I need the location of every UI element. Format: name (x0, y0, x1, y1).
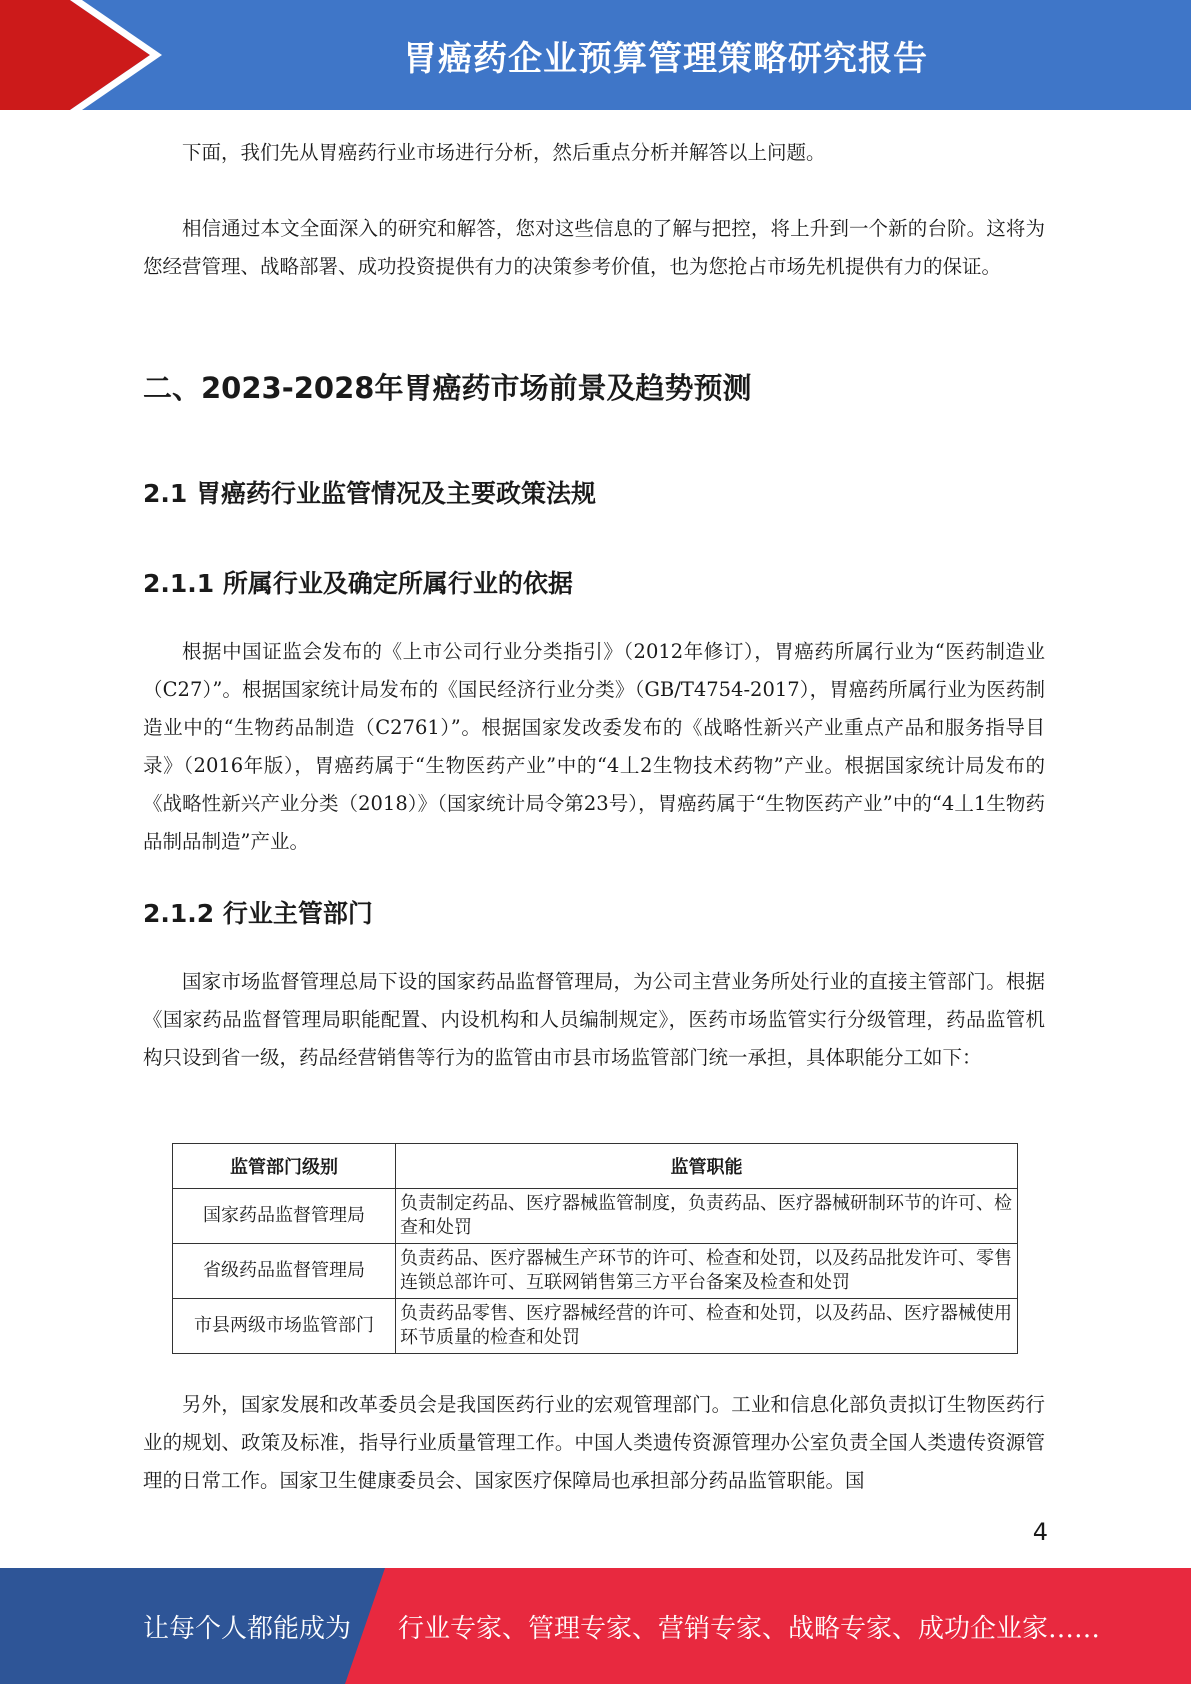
footer-slogan-right: 行业专家、管理专家、营销专家、战略专家、成功企业家…… (398, 1613, 1101, 1644)
table-cell-duty: 负责制定药品、医疗器械监管制度，负责药品、医疗器械研制环节的许可、检查和处罚 (396, 1189, 1018, 1244)
table-header-duty: 监管职能 (396, 1144, 1018, 1189)
table-header-level: 监管部门级别 (173, 1144, 396, 1189)
table-row (173, 1189, 1018, 1244)
header-title: 胃癌药企业预算管理策略研究报告 (403, 38, 928, 79)
after-table-paragraph: 另外，国家发展和改革委员会是我国医药行业的宏观管理部门。工业和信息化部负责拟订生物医药行业的规划、政策及标准，指导行业质量管理工作。中国人类遗传资源管理办公室负责全国人类遗传资源管理的日常工作。国家卫生健康委员会、国家医疗保障局也承担部分药品监管职能。国 (143, 1393, 1045, 1492)
table-cell-duty: 负责药品零售、医疗器械经营的许可、检查和处罚，以及药品、医疗器械使用环节质量的检查和处罚 (396, 1299, 1018, 1354)
page-number: 4 (1032, 1518, 1048, 1546)
table-row (173, 1244, 1018, 1299)
section-2-1-2-paragraph: 国家市场监督管理总局下设的国家药品监督管理局，为公司主营业务所处行业的直接主管部门。根据《国家药品监督管理局职能配置、内设机构和人员编制规定》，医药市场监管实行分级管理，药品监管机构只设到省一级，药品经营销售等行为的监管由市县市场监管部门统一承担，具体职能分工如下： (143, 970, 1045, 1069)
table-header-row (173, 1144, 1018, 1189)
page-footer (0, 1568, 1191, 1684)
table-cell-level: 省级药品监督管理局 (173, 1244, 396, 1299)
table-cell-level: 国家药品监督管理局 (173, 1189, 396, 1244)
table-cell-level: 市县两级市场监管部门 (173, 1299, 396, 1354)
section-2-1-1-title: 2.1.1 所属行业及确定所属行业的依据 (143, 569, 573, 598)
table-cell-duty: 负责药品、医疗器械生产环节的许可、检查和处罚，以及药品批发许可、零售连锁总部许可、互联网销售第三方平台备案及检查和处罚 (396, 1244, 1018, 1299)
section-2-1-2-title: 2.1.2 行业主管部门 (143, 899, 373, 928)
intro-paragraph-2: 相信通过本文全面深入的研究和解答，您对这些信息的了解与把控，将上升到一个新的台阶。这将为您经营管理、战略部署、成功投资提供有力的决策参考价值，也为您抢占市场先机提供有力的保证。 (143, 217, 1045, 278)
regulatory-table (172, 1143, 1018, 1354)
page-header (0, 0, 1191, 110)
table-row (173, 1299, 1018, 1354)
section-2-1-title: 2.1 胃癌药行业监管情况及主要政策法规 (143, 479, 596, 508)
section-2-1-1-paragraph: 根据中国证监会发布的《上市公司行业分类指引》（2012年修订），胃癌药所属行业为“医药制造业（C27）”。根据国家统计局发布的《国民经济行业分类》（GB/T4754-2017），胃癌药所属行业为医药制造业中的“生物药品制造（C2761）”。根据国家发改委发布的《战略性新兴产业重点产品和服务指导目录》（2016年版），胃癌药属于“生物医药产业”中的“4丄2生物技术药物”产业。根据国家统计局发布的《战略性新兴产业分类（2018）》（国家统计局令第23号），胃癌药属于“生物医药产业”中的“4丄1生物药品制品制造”产业。 (143, 640, 1045, 853)
intro-paragraph-1: 下面，我们先从胃癌药行业市场进行分析，然后重点分析并解答以上问题。 (182, 141, 826, 164)
footer-slogan-left: 让每个人都能成为 (143, 1613, 352, 1644)
section-2-title: 二、2023-2028年胃癌药市场前景及趋势预测 (143, 371, 752, 405)
